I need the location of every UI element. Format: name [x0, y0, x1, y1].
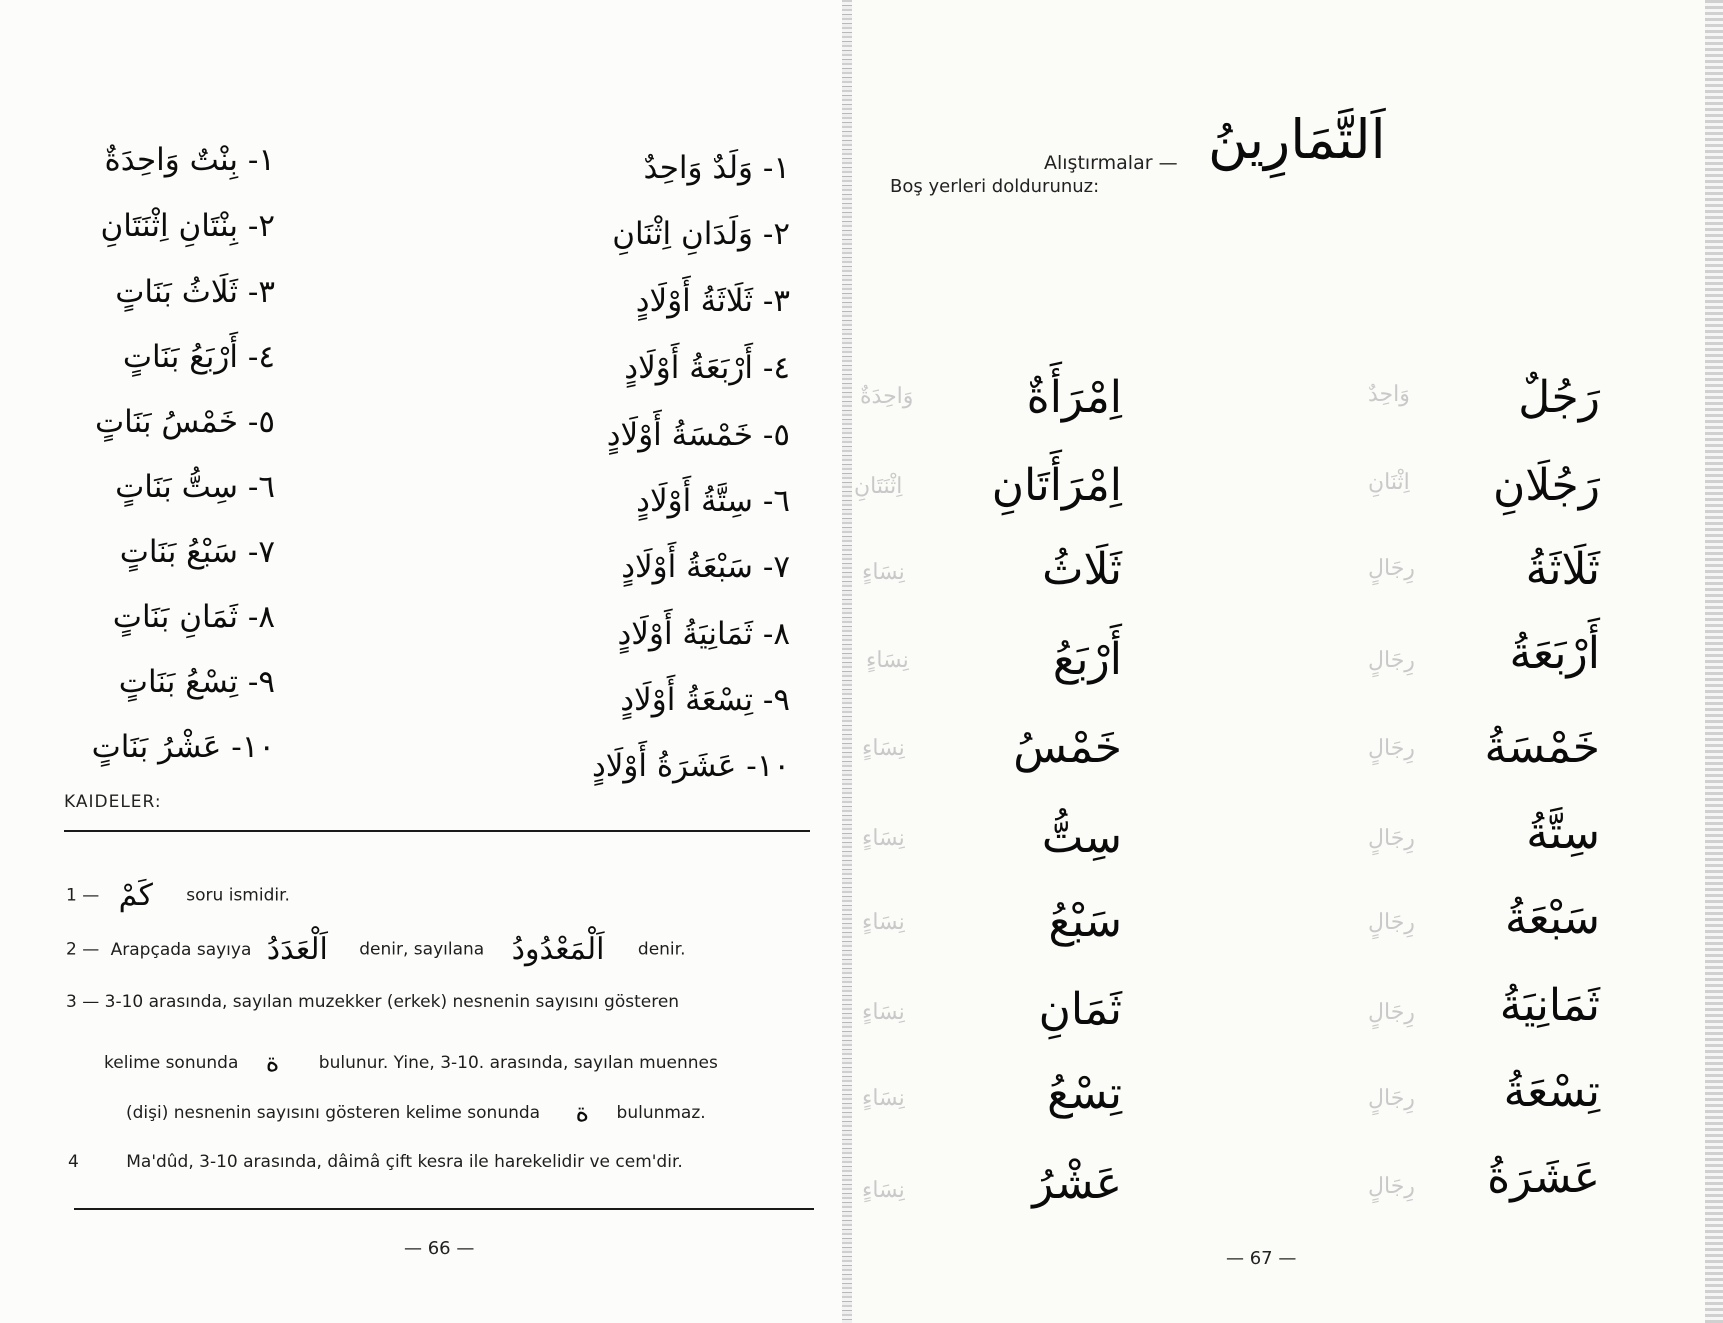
exercise-word: سَبْعُ	[1048, 896, 1122, 947]
rule-1-arabic: كَمْ	[118, 878, 153, 913]
divider	[64, 830, 810, 832]
list-item: ٥- خَمْسَةُ أَوْلَادٍ	[606, 417, 790, 453]
rule-2-text-b: denir, sayılana	[359, 939, 485, 960]
handwritten-answer: رِجَالٍ	[1368, 1086, 1415, 1111]
exercise-word: خَمْسَةُ	[1484, 722, 1600, 773]
list-item: ٥- خَمْسُ بَنَاتٍ	[94, 404, 275, 440]
rule-3-symbol: ة	[265, 1048, 280, 1078]
rule-4-text: Ma'dûd, 3-10 arasında, dâimâ çift kesra ile harekelidir ve cem'dir.	[126, 1152, 683, 1172]
handwritten-answer: نِسَاءٍ	[862, 1000, 905, 1025]
list-item: ١٠- عَشْرُ بَنَاتٍ	[91, 729, 275, 765]
exercise-word: خَمْسُ	[1013, 722, 1122, 773]
exercise-word: أَرْبَعَةُ	[1509, 628, 1600, 679]
list-item: ٦- سِتَّةُ أَوْلَادٍ	[636, 483, 790, 519]
list-item: ١- بِنْتٌ وَاحِدَةٌ	[104, 142, 275, 178]
list-item: ٩- تِسْعَةُ أَوْلَادٍ	[620, 682, 790, 718]
rule-2-number: 2 —	[66, 939, 100, 960]
list-item: ١٠- عَشَرَةُ أَوْلَادٍ	[591, 748, 790, 784]
handwritten-answer: رِجَالٍ	[1368, 556, 1415, 581]
rule-2-arabic-a: اَلْعَدَدُ	[266, 932, 328, 967]
rule-3-line-1: 3 — 3-10 arasında, sayılan muzekker (erkek) nesnenin sayısını gösteren	[66, 992, 680, 1012]
list-item: ٢- بِنْتَانِ اِثْنَتَانِ	[100, 208, 275, 244]
handwritten-answer: نِسَاءٍ	[862, 1178, 905, 1203]
right-page	[852, 0, 1723, 1323]
page-number: — 67 —	[1226, 1248, 1297, 1269]
list-item: ٩- تِسْعُ بَنَاتٍ	[118, 664, 275, 700]
handwritten-answer: اِثْنَتَانِ	[854, 474, 903, 499]
page-number: — 66 —	[404, 1238, 475, 1259]
rule-4	[68, 1152, 683, 1172]
rule-4-number: 4	[68, 1152, 79, 1172]
rule-1-number: 1 —	[66, 885, 100, 906]
list-item: ٣- ثَلَاثُ بَنَاتٍ	[115, 274, 275, 310]
list-item: ٧- سَبْعُ بَنَاتٍ	[119, 534, 275, 570]
rule-3-line-2	[104, 1048, 718, 1078]
list-item: ٨- ثَمَانِيَةُ أَوْلَادٍ	[617, 616, 790, 652]
exercise-word: عَشَرَةُ	[1487, 1152, 1600, 1203]
divider	[74, 1208, 814, 1210]
rule-2-text-c: denir.	[637, 939, 686, 960]
handwritten-answer: نِسَاءٍ	[862, 1086, 905, 1111]
handwritten-answer: اِثْنَانِ	[1368, 470, 1410, 495]
exercise-word: تِسْعَةُ	[1503, 1066, 1600, 1117]
list-item: ٨- ثَمَانِ بَنَاتٍ	[112, 599, 275, 635]
exercise-word: ثَمَانِيَةُ	[1499, 980, 1600, 1031]
rule-1	[66, 878, 290, 913]
rule-3-text-c: (dişi) nesnenin sayısını gösteren kelime sonunda	[126, 1103, 541, 1123]
list-item: ٣- ثَلَاثَةُ أَوْلَادٍ	[635, 283, 790, 319]
handwritten-answer: رِجَالٍ	[1368, 910, 1415, 935]
handwritten-answer: رِجَالٍ	[1368, 736, 1415, 761]
rule-2-text-a: Arapçada sayıya	[110, 939, 252, 960]
handwritten-answer: نِسَاءٍ	[862, 826, 905, 851]
exercise-word: عَشْرُ	[1032, 1158, 1122, 1209]
list-item: ٤- أَرْبَعَةُ أَوْلَادٍ	[624, 350, 790, 386]
list-item: ٧- سَبْعَةُ أَوْلَادٍ	[621, 549, 790, 585]
exercise-word: ثَمَانِ	[1038, 984, 1122, 1035]
left-page	[0, 0, 846, 1323]
exercise-word: اِمْرَأَتَانِ	[991, 460, 1122, 511]
handwritten-answer: رِجَالٍ	[1368, 826, 1415, 851]
exercise-word: ثَلَاثَةُ	[1525, 544, 1600, 595]
page-edge	[1705, 0, 1723, 1323]
handwritten-answer: وَاحِدَةٌ	[860, 384, 914, 409]
exercise-word: أَرْبَعُ	[1052, 634, 1122, 685]
handwritten-answer: رِجَالٍ	[1368, 1000, 1415, 1025]
list-item: ١- وَلَدٌ وَاحِدٌ	[643, 150, 790, 186]
rule-3-text-d: bulunmaz.	[616, 1103, 706, 1123]
kaideler-heading: KAIDELER:	[64, 792, 162, 812]
handwritten-answer: رِجَالٍ	[1368, 648, 1415, 673]
exercise-word: سِتُّ	[1041, 812, 1122, 863]
exercise-word: سِتَّةُ	[1526, 808, 1600, 859]
rule-1-text: soru ismidir.	[186, 885, 290, 906]
handwritten-answer: نِسَاءٍ	[862, 560, 905, 585]
list-item: ٢- وَلَدَانِ اِثْنَانِ	[612, 216, 790, 252]
list-item: ٤- أَرْبَعُ بَنَاتٍ	[122, 339, 275, 375]
exercise-word: سَبْعَةُ	[1505, 893, 1600, 944]
rule-2	[66, 932, 686, 967]
handwritten-answer: نِسَاءٍ	[866, 648, 909, 673]
rule-3-line-3	[126, 1098, 706, 1128]
page-title: اَلتَّمَارِينُ	[1208, 108, 1386, 171]
title-translation: Alıştırmalar —	[1044, 152, 1178, 174]
exercise-word: تِسْعُ	[1047, 1068, 1122, 1119]
rule-2-arabic-b: اَلْمَعْدُودُ	[511, 932, 605, 967]
handwritten-answer: وَاحِدٌ	[1368, 382, 1410, 407]
exercise-word: اِمْرَأَةٌ	[1026, 372, 1122, 423]
rule-3-symbol-2: ة	[575, 1098, 590, 1128]
exercise-word: رَجُلٌ	[1518, 372, 1600, 423]
rule-3-text-b: bulunur. Yine, 3-10. arasında, sayılan muennes	[318, 1053, 718, 1073]
exercise-word: رَجُلَانِ	[1492, 460, 1600, 511]
rule-3-text-a: kelime sonunda	[104, 1053, 239, 1073]
instruction: Boş yerleri doldurunuz:	[890, 176, 1100, 197]
handwritten-answer: نِسَاءٍ	[862, 736, 905, 761]
handwritten-answer: نِسَاءٍ	[862, 910, 905, 935]
list-item: ٦- سِتُّ بَنَاتٍ	[115, 469, 275, 505]
handwritten-answer: رِجَالٍ	[1368, 1174, 1415, 1199]
exercise-word: ثَلَاثُ	[1042, 544, 1122, 595]
